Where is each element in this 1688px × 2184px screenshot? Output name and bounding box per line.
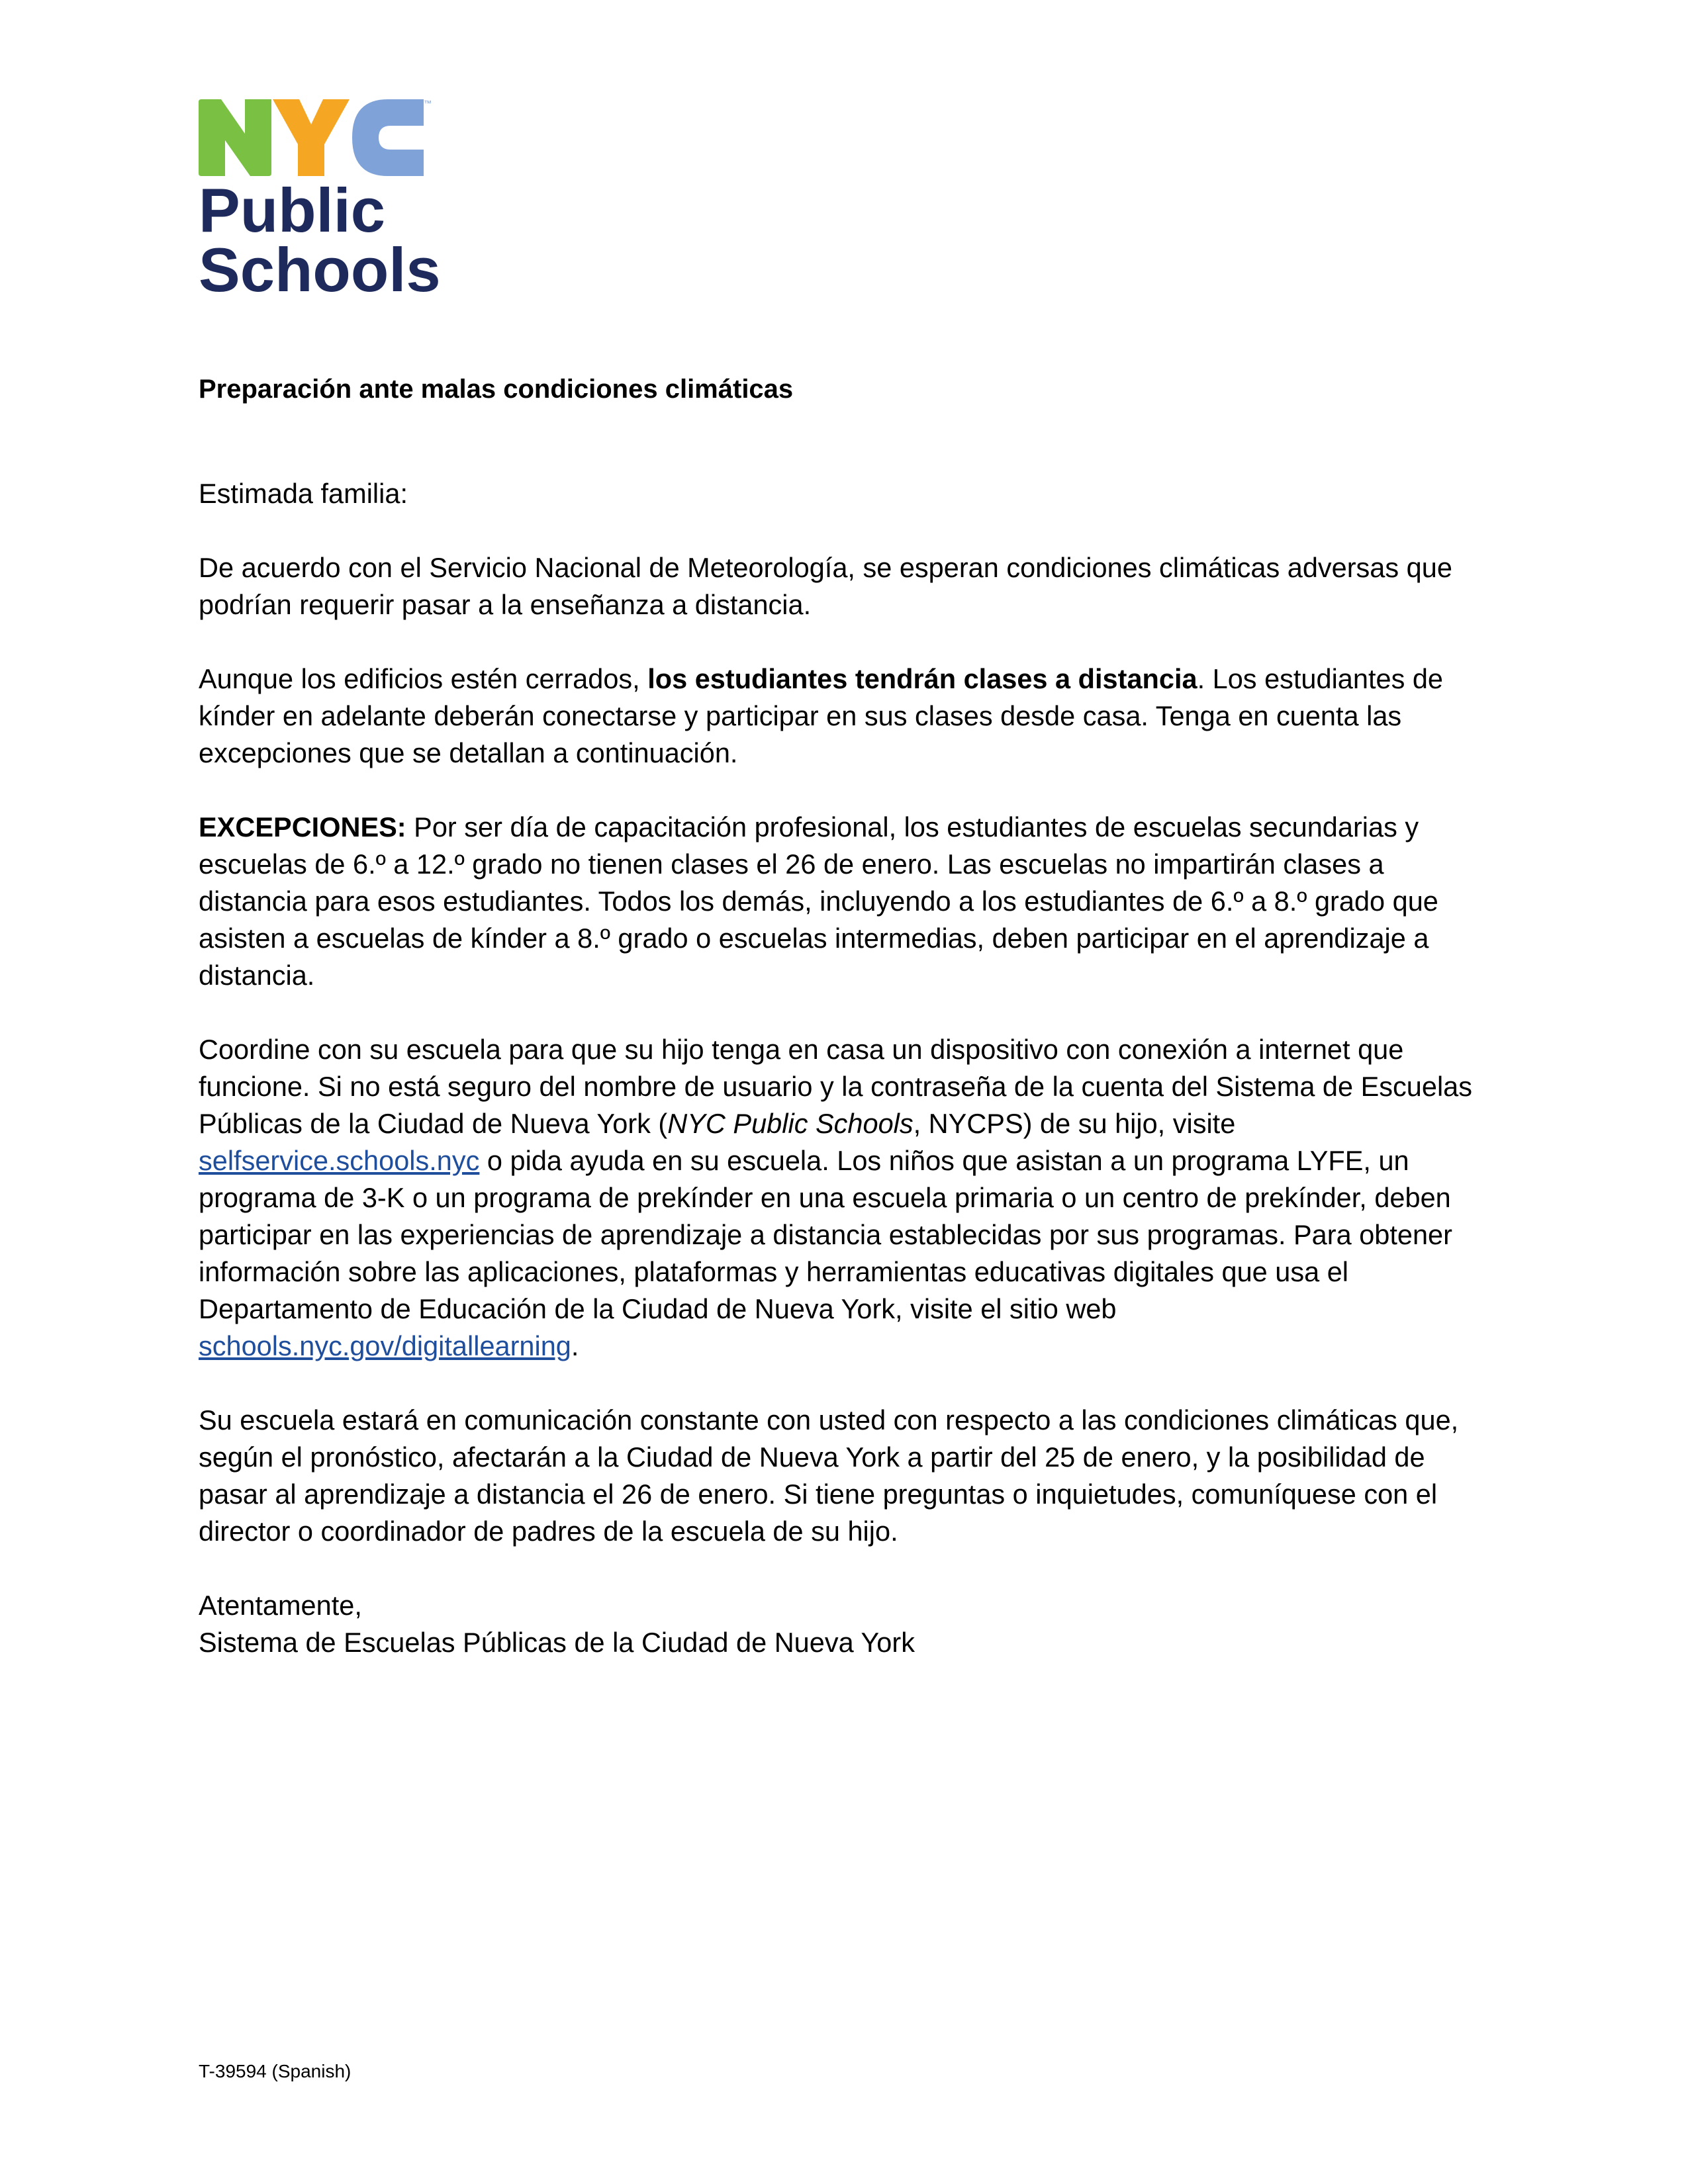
signature: Sistema de Escuelas Públicas de la Ciudad de Nueva York [199, 1627, 915, 1658]
devices-text-1: Coordine con su escuela para que su hijo tenga en casa un dispositivo con conexión a internet que funcione. Si no está seguro del nombre de usuario y la contraseña de la cuenta del Sistema de Escuelas Públicas de la Ciudad de Nueva York ( [199, 1034, 1473, 1139]
logo-letter-y [273, 99, 350, 176]
logo-trademark: ™ [424, 99, 432, 108]
exceptions-label: EXCEPCIONES: [199, 811, 406, 842]
logo-graphic [199, 99, 463, 304]
remote-classes-emphasis: los estudiantes tendrán clases a distancia [647, 663, 1197, 694]
nyc-public-schools-logo [199, 99, 463, 304]
closing: Atentamente, [199, 1590, 362, 1621]
greeting: Estimada familia: [199, 478, 408, 509]
paragraph-forecast: De acuerdo con el Servicio Nacional de Meteorología, se esperan condiciones climáticas adversas que podrían requerir pasar a la enseñanza a distancia. [199, 552, 1452, 620]
logo-name-line2: Schools [199, 235, 441, 304]
paragraph-remote-classes [199, 660, 1496, 772]
signoff [199, 1587, 1496, 1661]
logo-name-line1: Public [199, 175, 386, 245]
paragraph-devices [199, 1031, 1496, 1365]
nycps-name-italic: NYC Public Schools [667, 1108, 914, 1139]
digital-learning-link[interactable]: schools.nyc.gov/digitallearning [199, 1330, 571, 1361]
paragraph-exceptions [199, 809, 1496, 994]
letter-title: Preparación ante malas condiciones climáticas [199, 375, 794, 404]
logo-letter-n [199, 99, 271, 176]
remote-classes-tail: . Los estudiantes de kínder en adelante deberán conectarse y participar en sus clases desde casa. Tenga en cuenta las excepciones que se detallan a continuación. [199, 663, 1444, 768]
remote-classes-lead: Aunque los edificios estén cerrados, [199, 663, 648, 694]
logo-letter-c [352, 99, 424, 176]
letter-body [199, 371, 1496, 1698]
selfservice-link[interactable]: selfservice.schools.nyc [199, 1145, 480, 1176]
exceptions-text: Por ser día de capacitación profesional, los estudiantes de escuelas secundarias y escuelas de 6.º a 12.º grado no tienen clases el 26 de enero. Las escuelas no impartirán clases a distancia para esos estudiantes. Todos los demás, incluyendo a los estudiantes de 6.º a 8.º grado que asisten a escuelas de kínder a 8.º grado o escuelas intermedias, deben participar en el aprendizaje a distancia. [199, 811, 1438, 991]
devices-text-2: , NYCPS) de su hijo, visite [913, 1108, 1236, 1139]
paragraph-communication: Su escuela estará en comunicación constante con usted con respecto a las condiciones climáticas que, según el pronóstico, afectarán a la Ciudad de Nueva York a partir del 25 de enero, y la posibilidad de pasar al aprendizaje a distancia el 26 de enero. Si tiene preguntas o inquietudes, comuníquese con el director o coordinador de padres de la escuela de su hijo. [199, 1404, 1459, 1547]
devices-text-3: o pida ayuda en su escuela. Los niños que asistan a un programa LYFE, un programa de 3-K o un programa de prekínder en una escuela primaria o un centro de prekínder, deben participar en las experiencias de aprendizaje a distancia establecidas por sus programas. Para obtener información sobre las aplicaciones, plataformas y herramientas educativas digitales que usa el Departamento de Educación de la Ciudad de Nueva York, visite el sitio web [199, 1145, 1452, 1324]
devices-text-4: . [571, 1330, 579, 1361]
document-code: T-39594 (Spanish) [199, 2061, 352, 2081]
